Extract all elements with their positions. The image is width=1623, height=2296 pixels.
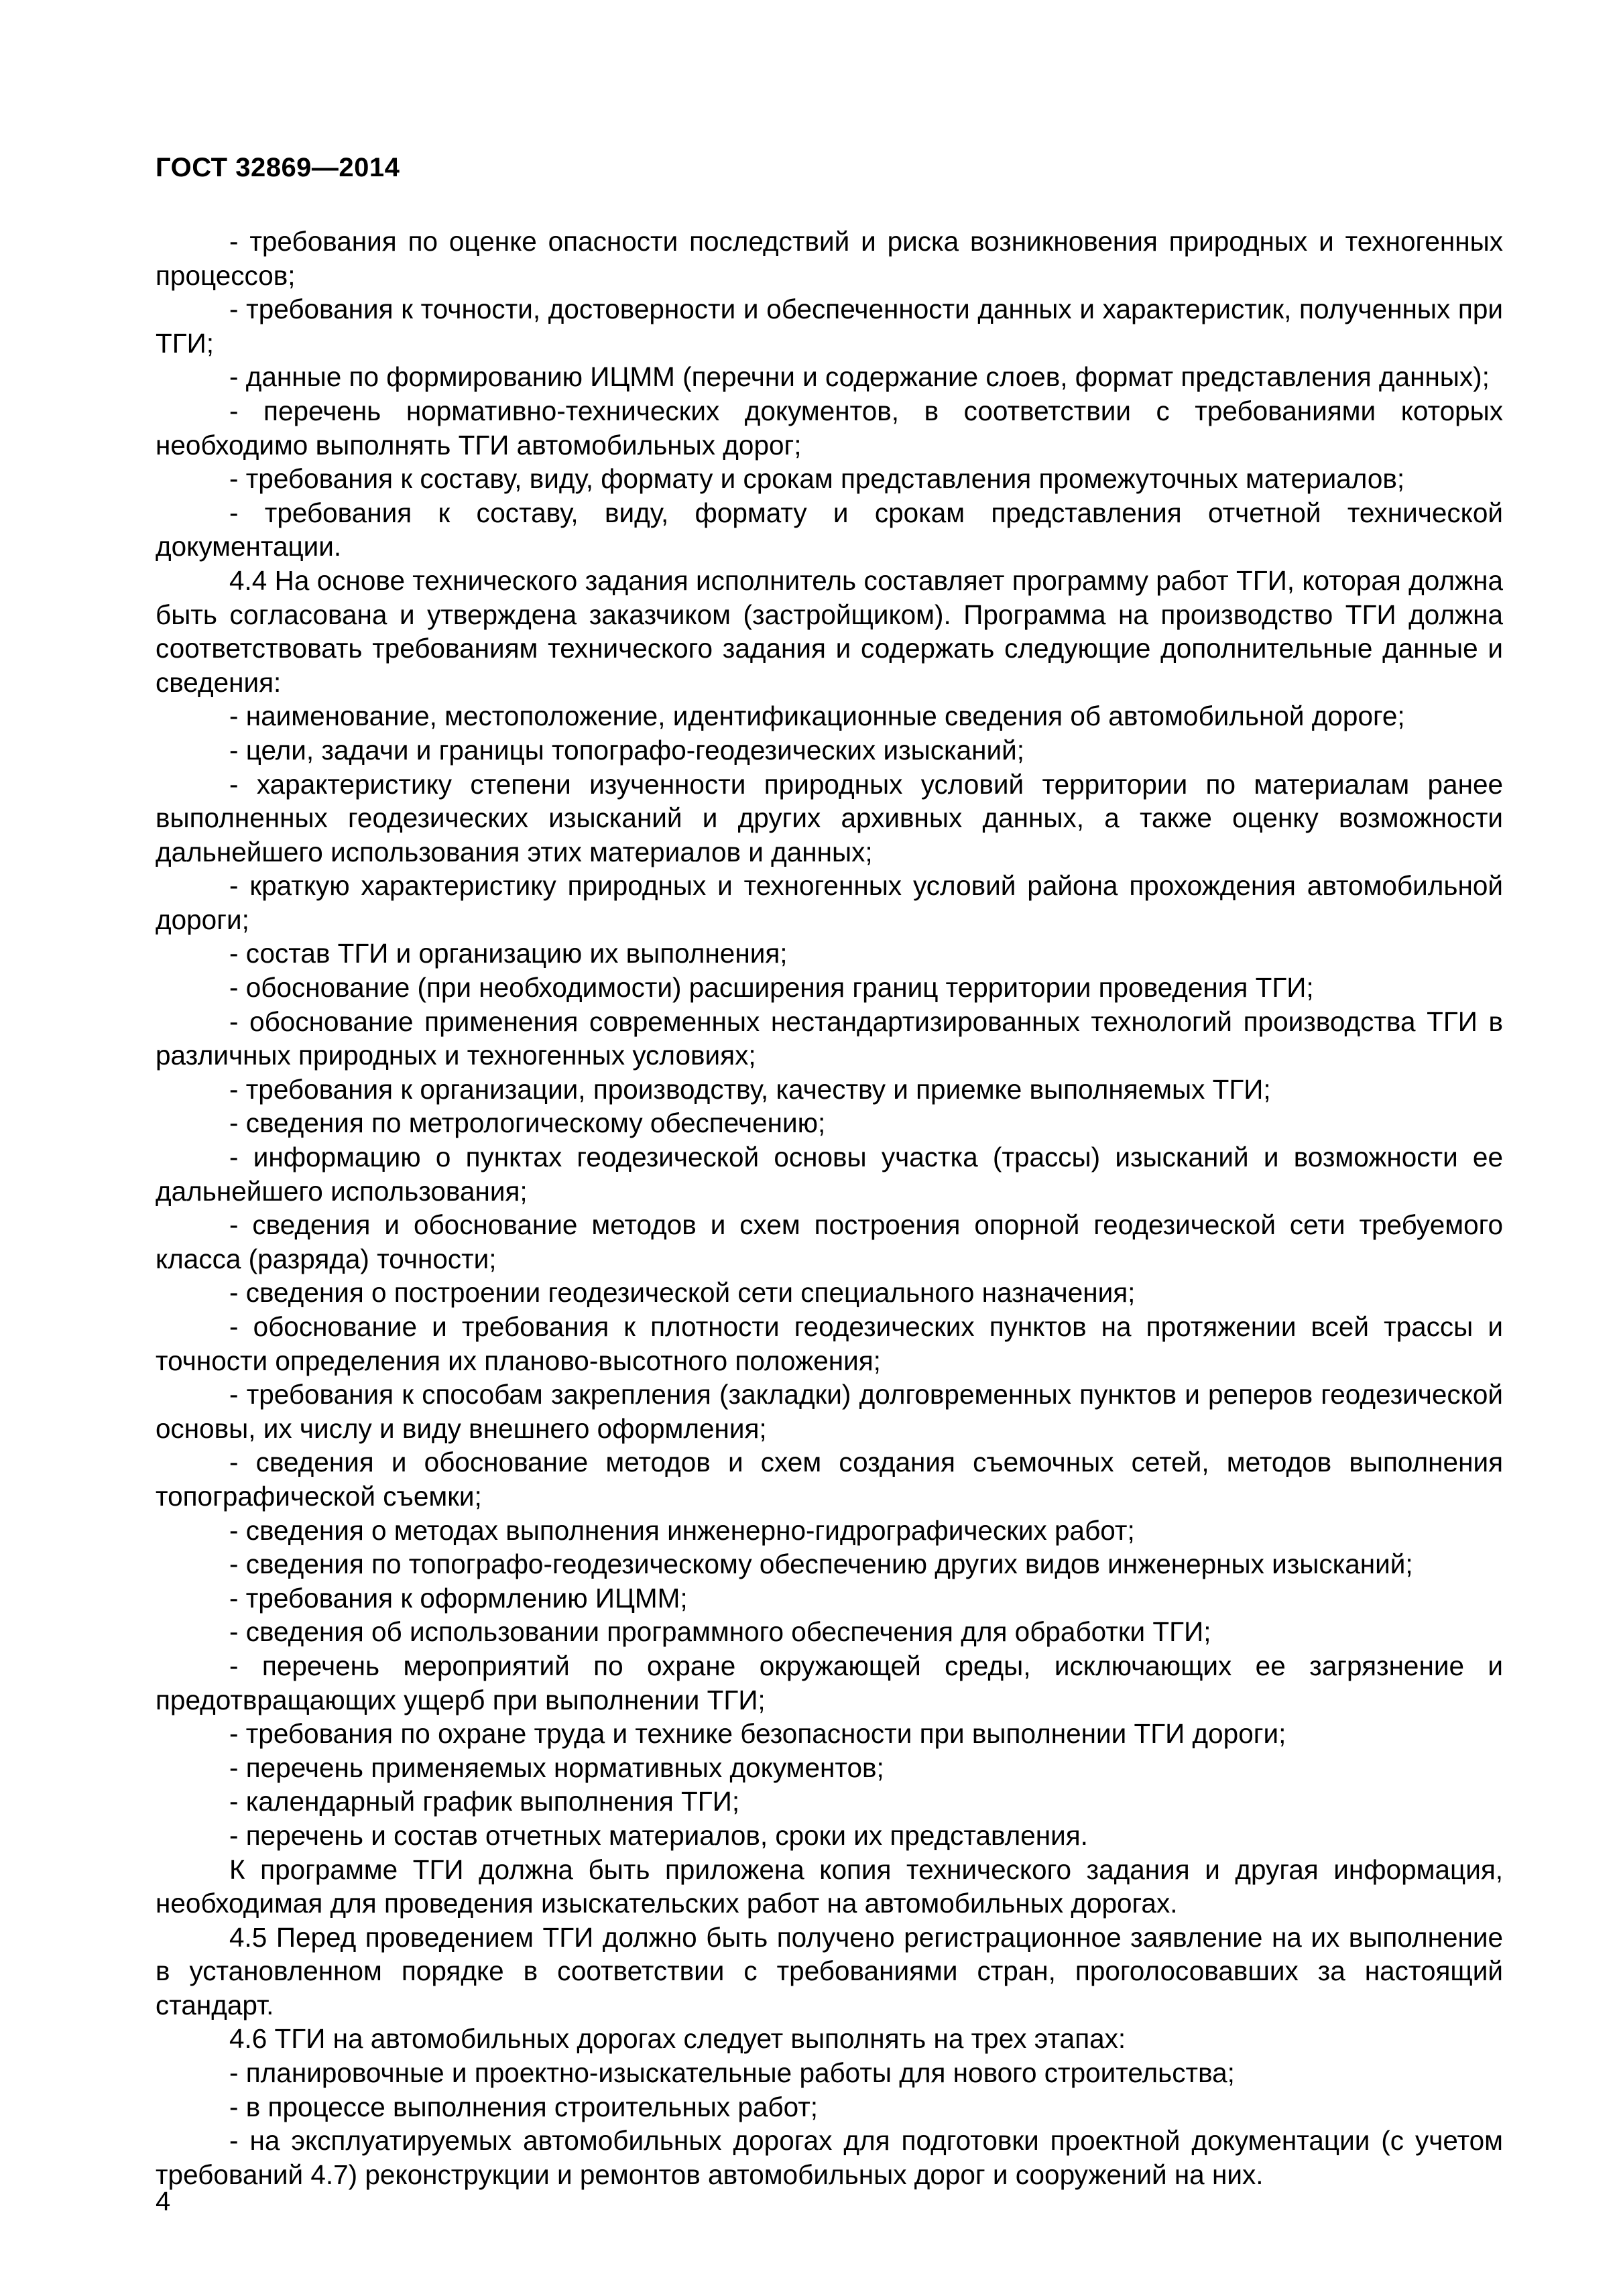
paragraph: - сведения о методах выполнения инженерно-гидрографических работ;	[229, 1514, 1135, 1546]
paragraph: - цели, задачи и границы топографо-геодезических изысканий;	[229, 734, 1024, 766]
paragraph: К программе ТГИ должна быть приложена копия технического задания и другая информация, необходимая для проведения изыскательских работ на автомобильных дорогах.	[156, 1854, 1503, 1919]
paragraph: 4.5 Перед проведением ТГИ должно быть получено регистрационное заявление на их выполнение в установленном порядке в соответствии с требованиями стран, проголосовавших за настоящий стандарт.	[156, 1921, 1503, 2020]
paragraph: - требования к организации, производству, качеству и приемке выполняемых ТГИ;	[229, 1073, 1271, 1105]
document-body	[156, 225, 1503, 2191]
paragraph: - требования к составу, виду, формату и срокам представления отчетной технической документации.	[156, 497, 1503, 562]
paragraph: - состав ТГИ и организацию их выполнения;	[229, 938, 788, 969]
paragraph: - перечень мероприятий по охране окружающей среды, исключающих ее загрязнение и предотвращающих ущерб при выполнении ТГИ;	[156, 1650, 1503, 1715]
paragraph: - требования по оценке опасности последствий и риска возникновения природных и техногенных процессов;	[156, 226, 1503, 291]
paragraph: - перечень нормативно-технических документов, в соответствии с требованиями которых необходимо выполнять ТГИ автомобильных дорог;	[156, 395, 1503, 461]
page-number: 4	[156, 2187, 171, 2216]
paragraph: - на эксплуатируемых автомобильных дорогах для подготовки проектной документации (с учетом требований 4.7) реконструкции и ремонтов автомобильных дорог и сооружений на них.	[156, 2125, 1503, 2190]
paragraph: - обоснование и требования к плотности геодезических пунктов на протяжении всей трассы и точности определения их планово-высотного положения;	[156, 1311, 1503, 1376]
paragraph: - требования к способам закрепления (закладки) долговременных пунктов и реперов геодезической основы, их числу и виду внешнего оформления;	[156, 1379, 1503, 1444]
paragraph: - краткую характеристику природных и техногенных условий района прохождения автомобильной дороги;	[156, 870, 1503, 935]
paragraph: - сведения и обоснование методов и схем построения опорной геодезической сети требуемого класса (разряда) точности;	[156, 1209, 1503, 1274]
paragraph: 4.6 ТГИ на автомобильных дорогах следует выполнять на трех этапах:	[229, 2023, 1126, 2055]
document-header: ГОСТ 32869—2014	[156, 153, 400, 182]
paragraph: - перечень и состав отчетных материалов, сроки их представления.	[229, 1819, 1088, 1851]
paragraph: - сведения и обоснование методов и схем создания съемочных сетей, методов выполнения топографической съемки;	[156, 1447, 1503, 1512]
paragraph: - требования к точности, достоверности и обеспеченности данных и характеристик, полученных при ТГИ;	[156, 294, 1503, 359]
paragraph: - требования по охране труда и технике безопасности при выполнении ТГИ дороги;	[229, 1718, 1286, 1750]
paragraph: - требования к оформлению ИЦММ;	[229, 1582, 688, 1614]
paragraph: - сведения об использовании программного обеспечения для обработки ТГИ;	[229, 1616, 1211, 1648]
paragraph: - характеристику степени изученности природных условий территории по материалам ранее выполненных геодезических изысканий и других архивных данных, а также оценку возможности дальнейшего использования этих материалов и данных;	[156, 768, 1503, 867]
paragraph: - календарный график выполнения ТГИ;	[229, 1786, 740, 1817]
paragraph: - планировочные и проектно-изыскательные работы для нового строительства;	[229, 2057, 1235, 2089]
paragraph: 4.4 На основе технического задания исполнитель составляет программу работ ТГИ, которая должна быть согласована и утверждена заказчиком (застройщиком). Программа на производство ТГИ должна соответствовать требованиям технического задания и содержать следующие дополнительные данные и сведения:	[156, 564, 1503, 698]
paragraph: - сведения по метрологическому обеспечению;	[229, 1107, 826, 1139]
paragraph: - наименование, местоположение, идентификационные сведения об автомобильной дороге;	[229, 701, 1405, 732]
paragraph: - данные по формированию ИЦММ (перечни и содержание слоев, формат представления данных);	[229, 361, 1490, 393]
paragraph: - обоснование (при необходимости) расширения границ территории проведения ТГИ;	[229, 972, 1314, 1004]
paragraph: - информацию о пунктах геодезической основы участка (трассы) изысканий и возможности ее дальнейшего использования;	[156, 1142, 1503, 1207]
paragraph: - сведения по топографо-геодезическому обеспечению других видов инженерных изысканий;	[229, 1549, 1413, 1580]
paragraph: - перечень применяемых нормативных документов;	[229, 1752, 884, 1783]
paragraph: - обоснование применения современных нестандартизированных технологий производства ТГИ в различных природных и техногенных условиях;	[156, 1006, 1503, 1071]
paragraph: - сведения о построении геодезической сети специального назначения;	[229, 1277, 1136, 1309]
paragraph: - требования к составу, виду, формату и срокам представления промежуточных материалов;	[229, 463, 1405, 495]
paragraph: - в процессе выполнения строительных работ;	[229, 2091, 819, 2122]
